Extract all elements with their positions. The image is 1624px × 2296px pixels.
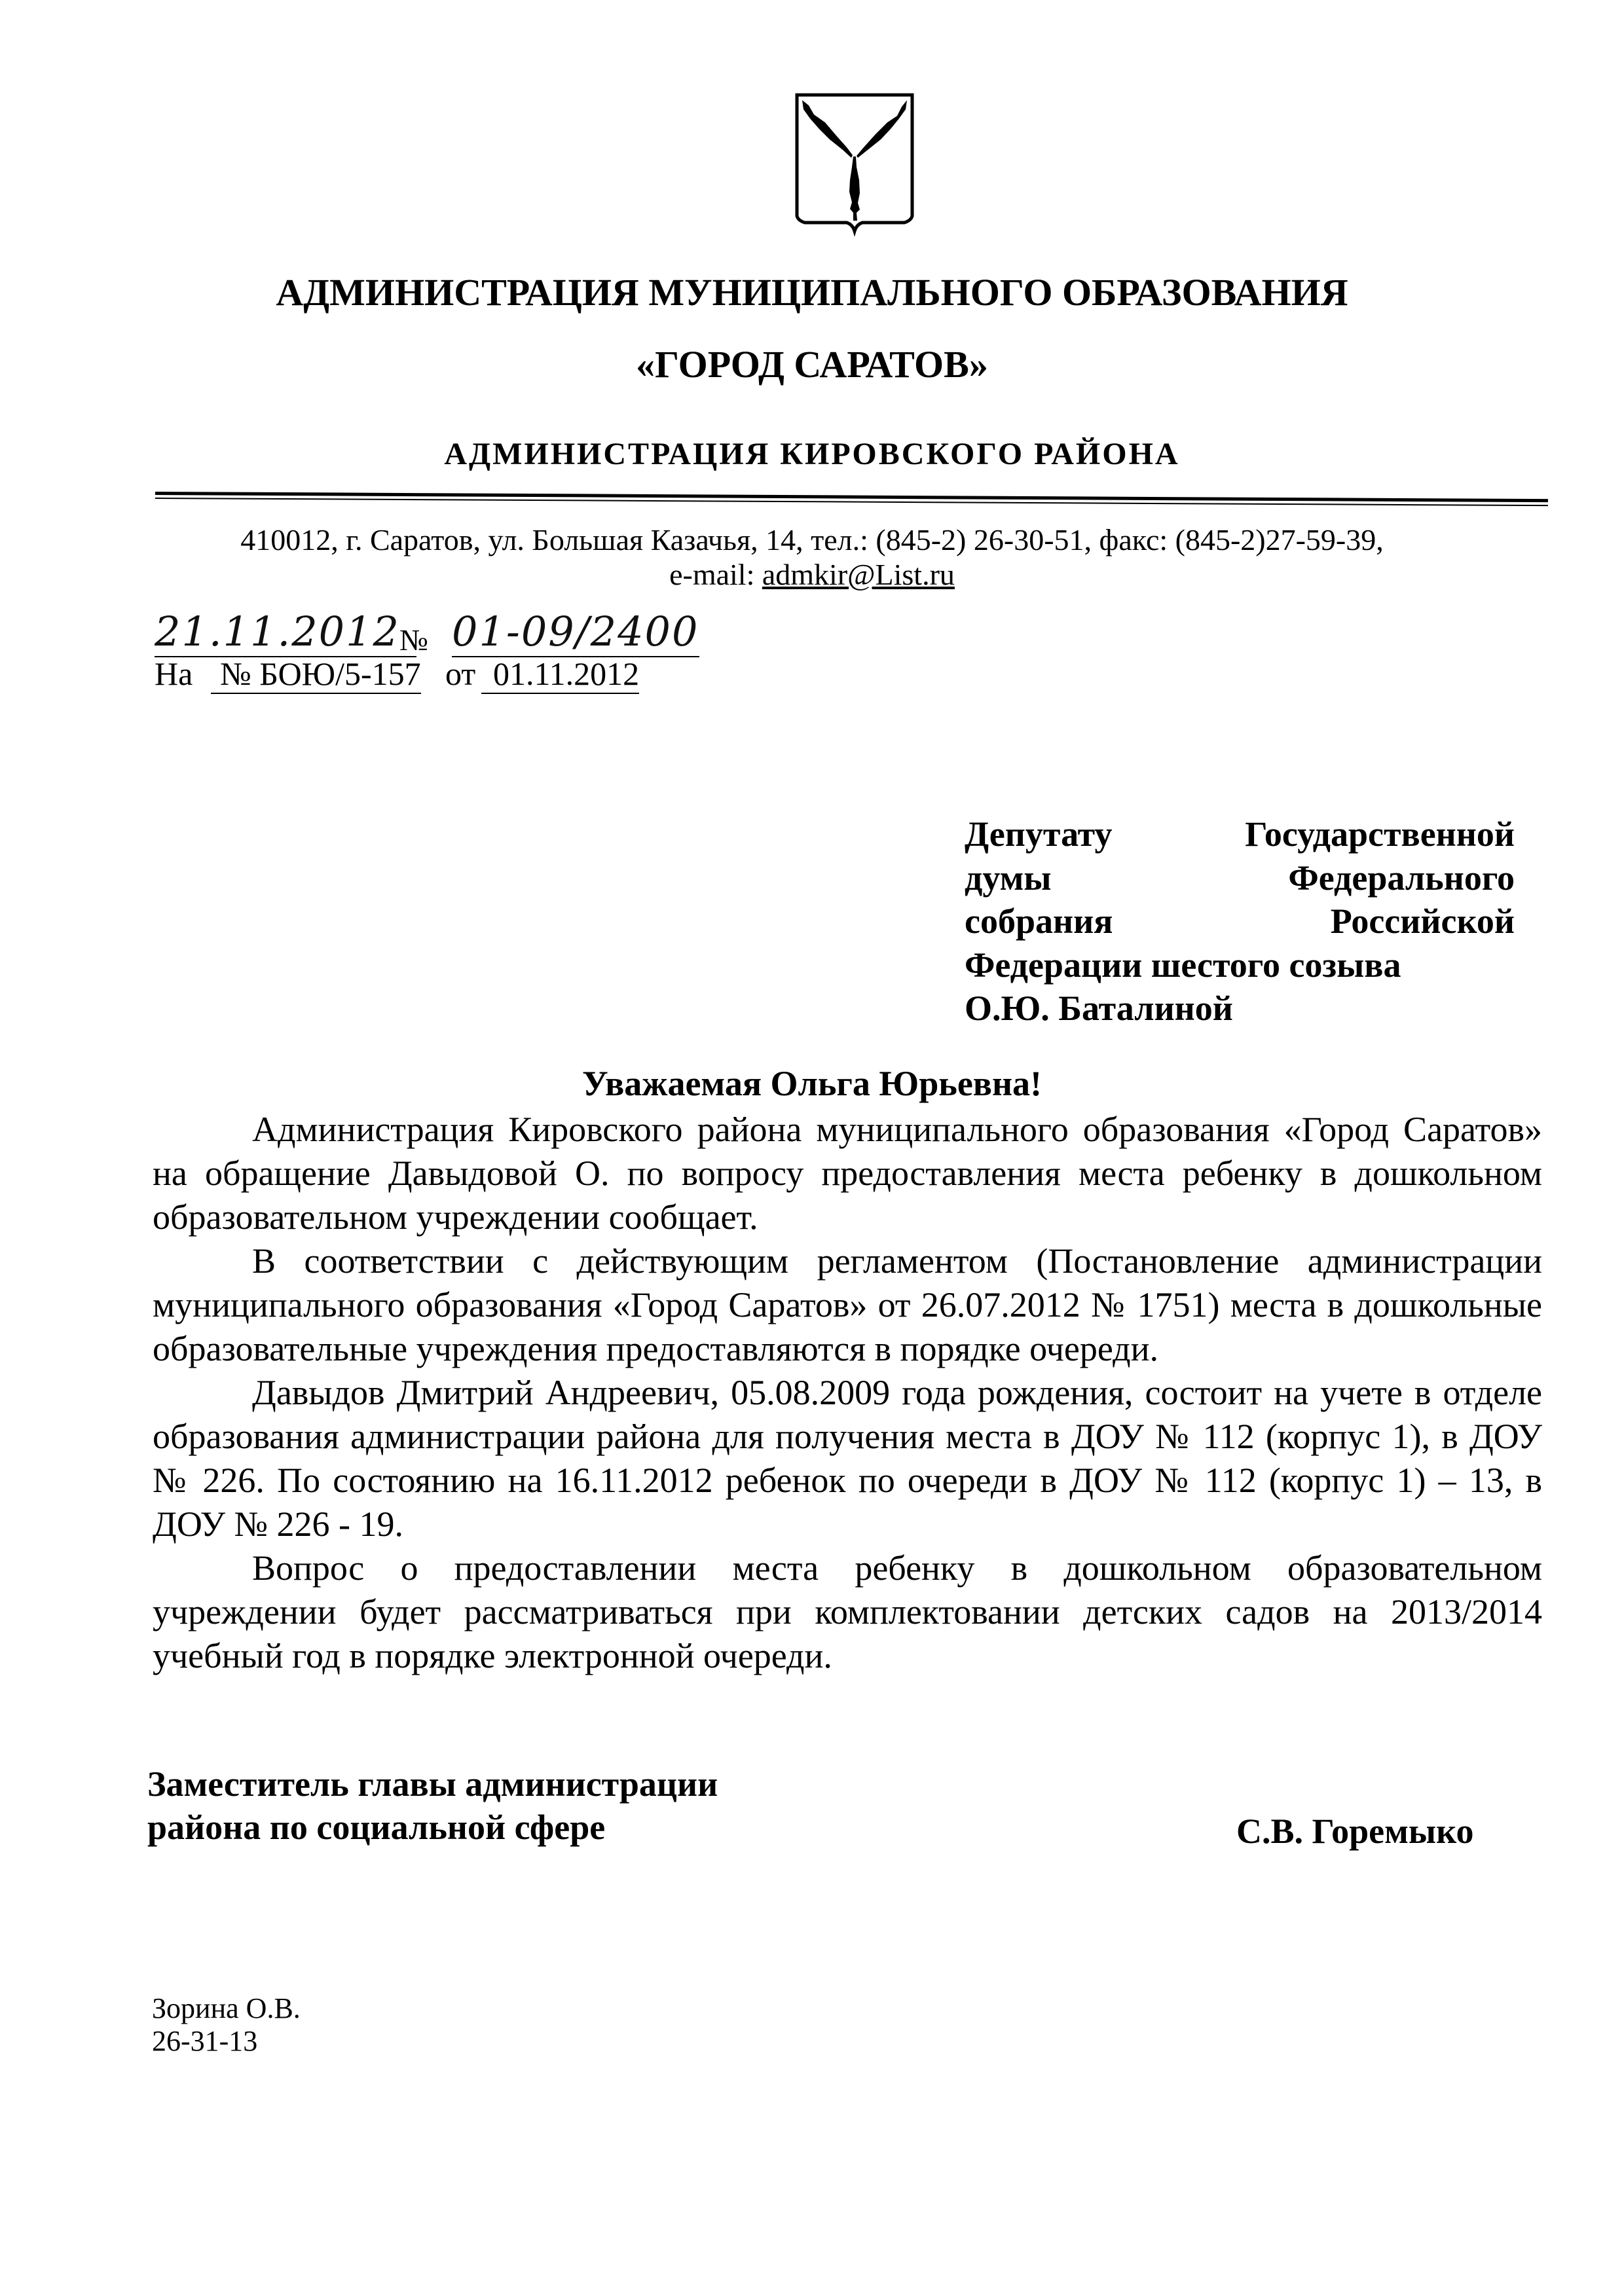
handwritten-registration-number: 01-09/2400 (452, 609, 699, 657)
addressee-word: Депутату (965, 814, 1113, 854)
executor-phone: 26-31-13 (152, 2025, 258, 2057)
addressee-line (965, 856, 1515, 900)
reference-date: 01.11.2012 (481, 655, 639, 694)
registration-number-sign: № (399, 623, 428, 657)
paragraph-text: Администрация Кировского района муниципального образования «Город Саратов» на обращение Давыдовой О. по вопросу предоставления места ребенку в дошкольном образовательном учреждении сообщает. (153, 1110, 1542, 1237)
river-stem-icon (849, 156, 860, 221)
body-paragraph-1 (153, 1108, 1542, 1239)
signatory-title-line2: района по социальной сфере (147, 1808, 606, 1847)
signatory-name: С.В. Горемыко (1236, 1812, 1474, 1851)
addressee-word: думы (965, 858, 1052, 898)
addressee-name: О.Ю. Баталиной (965, 989, 1233, 1028)
addressee-word: собрания (965, 902, 1113, 941)
paragraph-text: Давыдов Дмитрий Андреевич, 05.08.2009 года рождения, состоит на учете в отделе образования администрации района для получения места в ДОУ № 112 (корпус 1), в ДОУ № 226. По состоянию на 16.11.2012 ребенок по очереди в ДОУ № 112 (корпус 1) – 13, в ДОУ № 226 - 19. (153, 1373, 1542, 1544)
letterhead-district: АДМИНИСТРАЦИЯ КИРОВСКОГО РАЙОНА (444, 437, 1180, 471)
addressee-word: Российской (1330, 902, 1515, 941)
right-branch-icon (857, 100, 907, 158)
email-link[interactable]: admkir@List.ru (762, 558, 955, 591)
body-paragraph-4 (153, 1546, 1542, 1678)
salutation: Уважаемая Ольга Юрьевна! (581, 1064, 1043, 1103)
email-label: e-mail: (669, 558, 762, 591)
letterhead-email-line (0, 556, 1624, 593)
addressee-line (965, 812, 1515, 856)
letterhead-title-line1: АДМИНИСТРАЦИЯ МУНИЦИПАЛЬНОГО ОБРАЗОВАНИЯ (276, 271, 1348, 314)
executor-block (152, 1992, 301, 2058)
letterhead-address: 410012, г. Саратов, ул. Большая Казачья, 14, тел.: (845-2) 26-30-51, факс: (845-2)27-59-39, (240, 523, 1384, 556)
coat-of-arms-emblem (789, 82, 917, 239)
body-paragraph-2 (153, 1239, 1542, 1371)
signatory-title (147, 1762, 718, 1849)
handwritten-registration-date: 21.11.2012 (155, 609, 416, 657)
signatory-title-line1: Заместитель главы администрации (147, 1764, 718, 1804)
addressee-line: Федерации шестого созыва (965, 945, 1401, 985)
reference-number: № БОЮ/5-157 (211, 655, 421, 694)
reference-ot: от (445, 655, 476, 692)
paragraph-text: В соответствии с действующим регламентом (Постановление администрации муниципального образования «Город Саратов» от 26.07.2012 № 1751) места в дошкольные образовательные учреждения предоставляются в порядке очереди. (153, 1241, 1542, 1368)
letterhead-title-line2: «ГОРОД САРАТОВ» (636, 343, 988, 386)
addressee-word: Федерального (1288, 858, 1515, 898)
body-paragraph-3 (153, 1371, 1542, 1546)
left-branch-icon (802, 100, 853, 158)
executor-name: Зорина О.В. (152, 1992, 301, 2024)
addressee-word: Государственной (1245, 814, 1515, 854)
reference-prefix: На (155, 655, 193, 692)
paragraph-text: Вопрос о предоставлении места ребенку в дошкольном образовательном учреждении будет рассматриваться при комплектовании детских садов на 2013/2014 учебный год в порядке электронной очереди. (153, 1548, 1542, 1675)
addressee-block (965, 812, 1515, 1030)
addressee-line (965, 900, 1515, 943)
